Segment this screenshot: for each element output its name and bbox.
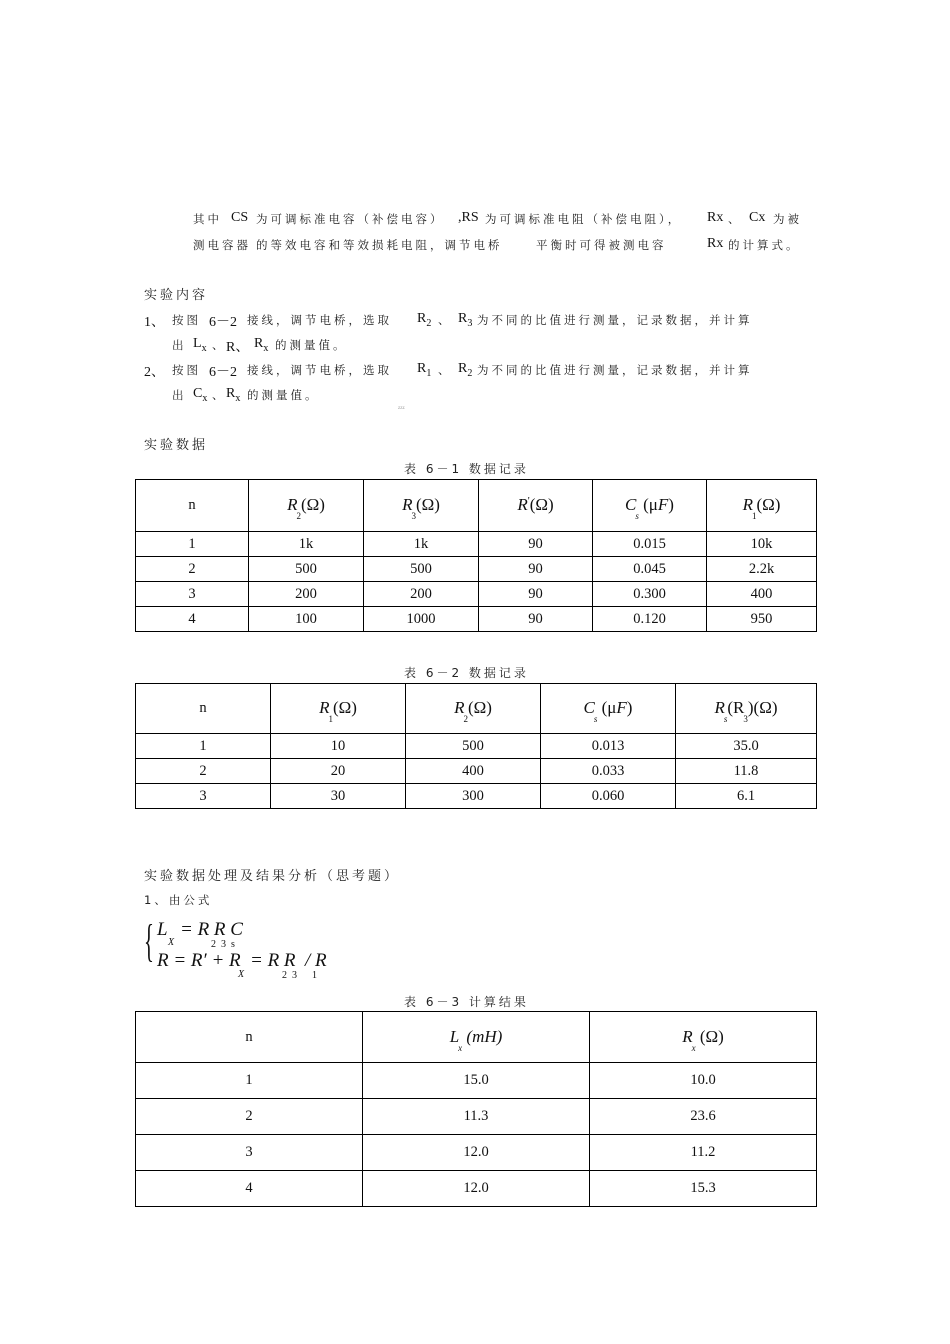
table-cell: 2 [136, 1099, 363, 1135]
table-cell: 1k [364, 532, 479, 557]
item-text: 、 [438, 363, 453, 377]
table-row [136, 582, 817, 607]
formula-line: R = R′ + R [157, 950, 241, 971]
table-cell: 4 [136, 607, 249, 632]
table-cell: 1k [249, 532, 364, 557]
table-cell: 500 [406, 734, 541, 759]
table-cell: 0.120 [593, 607, 707, 632]
table-cell: 950 [707, 607, 817, 632]
formula-subscript: 2 3 s [211, 939, 235, 950]
item-text: 按图 [172, 363, 201, 377]
table-cell: 4 [136, 1171, 363, 1207]
table-cell: 1 [136, 1063, 363, 1099]
intro-text: 的计算式。 [728, 238, 801, 252]
faint-mark: zzz [398, 406, 405, 411]
formula-line: = R R C [180, 919, 243, 940]
column-header: $C_s$ (μF) [593, 480, 707, 532]
table-cell: 3 [136, 582, 249, 607]
intro-text: Rx [707, 236, 724, 251]
formula-subscript: X [238, 969, 245, 980]
table-row [136, 734, 817, 759]
table-row [136, 1099, 817, 1135]
intro-text: 为可调标准电容（补偿电容） [256, 212, 445, 226]
table-cell: 12.0 [363, 1171, 590, 1207]
table-cell: 2.2k [707, 557, 817, 582]
item-text: 、 [212, 338, 227, 352]
item-text: 、 [438, 313, 453, 327]
intro-text: 平衡时可得被测电容 [536, 238, 667, 252]
column-header: $R_1(\Omega)$ [271, 684, 406, 734]
table-cell: 3 [136, 1135, 363, 1171]
table-cell: 90 [479, 557, 593, 582]
table-cell: 2 [136, 557, 249, 582]
table-cell: 1 [136, 734, 271, 759]
item-text: 按图 [172, 313, 201, 327]
intro-text: Rx [707, 210, 724, 225]
column-header: $L_x$ (mH) [363, 1012, 590, 1063]
table-cell: 1000 [364, 607, 479, 632]
item-text: 为不同的比值进行测量，记录数据，并计算 [477, 363, 753, 377]
table-cell: 10k [707, 532, 817, 557]
item-text: 为不同的比值进行测量，记录数据，并计算 [477, 313, 753, 327]
intro-text: ,RS [458, 210, 479, 225]
table-cell: 11.8 [676, 759, 817, 784]
table-cell: 300 [406, 784, 541, 809]
table-cell: 15.3 [590, 1171, 817, 1207]
table-row [136, 557, 817, 582]
item-number: 2、 [144, 365, 165, 380]
table-row [136, 607, 817, 632]
table-row [136, 784, 817, 809]
intro-text: 为可调标准电阻（补偿电阻）， [485, 212, 683, 226]
table-cell: 30 [271, 784, 406, 809]
variable: R、 [226, 340, 250, 355]
formula-line: = R R / R [250, 950, 327, 971]
table-cell: 6.1 [676, 784, 817, 809]
table-cell: 20 [271, 759, 406, 784]
sub-heading: 1、由公式 [144, 893, 213, 907]
table-row [136, 532, 817, 557]
intro-text: 为被 [773, 212, 802, 226]
table-row [136, 1171, 817, 1207]
formula-subscript: 2 3 1 [282, 970, 317, 981]
item-text: 出 [172, 338, 187, 352]
table-caption: 表 6－3 计算结果 [404, 995, 529, 1009]
intro-text: 其中 [193, 212, 222, 226]
item-text: 接线，调节电桥，选取 [247, 313, 392, 327]
table-cell: 35.0 [676, 734, 817, 759]
variable: $C_x$ [193, 386, 208, 404]
table-cell: 23.6 [590, 1099, 817, 1135]
column-header: $R_2(\Omega)$ [406, 684, 541, 734]
table-cell: 400 [707, 582, 817, 607]
table-cell: 3 [136, 784, 271, 809]
data-table-6-2 [135, 683, 817, 809]
variable: $R_1$ [417, 361, 432, 379]
table-cell: 500 [249, 557, 364, 582]
section-heading: 实验数据处理及结果分析（思考题） [144, 869, 401, 884]
table-cell: 100 [249, 607, 364, 632]
table-cell: 12.0 [363, 1135, 590, 1171]
column-header: $R_2(\Omega)$ [249, 480, 364, 532]
column-header: n [136, 684, 271, 734]
intro-text: 的等效电容和等效损耗电阻，调节电桥 [256, 238, 503, 252]
table-cell: 10.0 [590, 1063, 817, 1099]
variable: $R_3$ [458, 311, 473, 329]
item-text: 、 [212, 388, 227, 402]
item-text: 的测量值。 [275, 338, 348, 352]
item-text: 的测量值。 [247, 388, 320, 402]
table-row [136, 759, 817, 784]
column-header: $R_s(R_3)(\Omega)$ [676, 684, 817, 734]
table-cell: 0.013 [541, 734, 676, 759]
table-cell: 200 [249, 582, 364, 607]
table-cell: 11.2 [590, 1135, 817, 1171]
table-cell: 0.045 [593, 557, 707, 582]
column-header: n [136, 480, 249, 532]
table-row [136, 1063, 817, 1099]
intro-text: 、 [728, 212, 743, 226]
column-header: n [136, 1012, 363, 1063]
data-table-6-3 [135, 1011, 817, 1207]
table-cell: 0.015 [593, 532, 707, 557]
brace-symbol: { [144, 915, 154, 966]
data-table-6-1 [135, 479, 817, 632]
intro-text: 测电容器 [193, 238, 251, 252]
section-heading: 实验数据 [144, 438, 209, 453]
variable: $R_2$ [458, 361, 473, 379]
column-header: $C_s$ (μF) [541, 684, 676, 734]
column-header: $R_x$ (Ω) [590, 1012, 817, 1063]
section-heading: 实验内容 [144, 288, 209, 303]
item-text: 接线，调节电桥，选取 [247, 363, 392, 377]
table-cell: 90 [479, 607, 593, 632]
item-text: 出 [172, 388, 187, 402]
table-cell: 0.060 [541, 784, 676, 809]
table-caption: 表 6－1 数据记录 [404, 462, 529, 476]
column-header: R'(Ω) [479, 480, 593, 532]
table-cell: 10 [271, 734, 406, 759]
table-cell: 90 [479, 582, 593, 607]
figure-ref: 6－2 [209, 365, 237, 380]
item-number: 1、 [144, 315, 165, 330]
table-cell: 500 [364, 557, 479, 582]
variable: $R_x$ [226, 386, 241, 404]
formula-subscript: X [168, 937, 175, 948]
formula-line: L [157, 919, 168, 940]
figure-ref: 6－2 [209, 315, 237, 330]
table-cell: 11.3 [363, 1099, 590, 1135]
table-row [136, 1135, 817, 1171]
table-cell: 90 [479, 532, 593, 557]
table-cell: 15.0 [363, 1063, 590, 1099]
table-caption: 表 6－2 数据记录 [404, 666, 529, 680]
table-cell: 0.300 [593, 582, 707, 607]
variable: $R_x$ [254, 336, 269, 354]
variable: $L_x$ [193, 336, 207, 354]
column-header: $R_3(\Omega)$ [364, 480, 479, 532]
table-cell: 1 [136, 532, 249, 557]
table-cell: 2 [136, 759, 271, 784]
table-cell: 400 [406, 759, 541, 784]
variable: $R_2$ [417, 311, 432, 329]
intro-text: Cx [749, 210, 766, 225]
table-cell: 0.033 [541, 759, 676, 784]
column-header: $R_1(\Omega)$ [707, 480, 817, 532]
table-cell: 200 [364, 582, 479, 607]
intro-text: CS [231, 210, 249, 225]
